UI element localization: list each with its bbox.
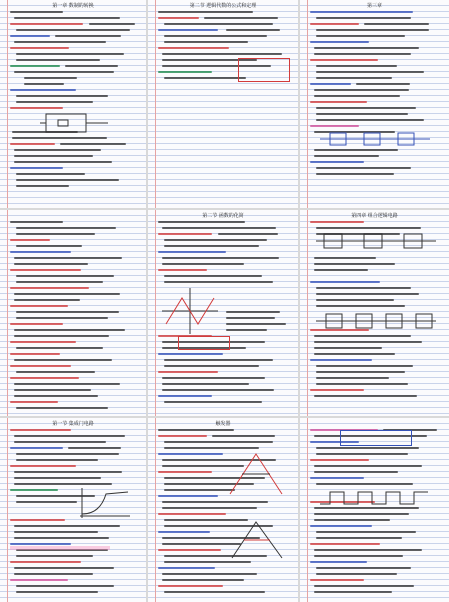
boxed-formula	[340, 430, 412, 446]
handwriting-block	[310, 10, 445, 204]
handwriting-block	[158, 10, 294, 204]
waveform-diagram	[320, 488, 430, 508]
circuit-diagram	[40, 110, 110, 138]
circuit-diagram	[316, 230, 436, 252]
note-page-5	[148, 210, 298, 416]
graph-sketch	[228, 518, 286, 562]
highlight-mark	[10, 546, 110, 550]
note-page-1	[0, 0, 146, 208]
page-title: 第二节 逻辑代数的公式和定理	[189, 3, 257, 9]
page-title: 第一章 数制的转换	[52, 3, 94, 9]
note-page-2	[148, 0, 298, 208]
graph-sketch	[80, 488, 130, 518]
note-page-4	[0, 210, 146, 416]
page-title: 第三章	[366, 3, 382, 9]
page-title: 第二节 函数的化简	[202, 213, 244, 219]
boxed-formula	[178, 336, 230, 350]
note-page-3	[300, 0, 449, 208]
handwriting-block	[310, 428, 445, 598]
note-page-6	[300, 210, 449, 416]
page-title: 第一节 集成门电路	[52, 421, 94, 427]
circuit-diagram	[320, 128, 430, 150]
waveform-diagram	[162, 288, 218, 334]
page-title: 触发器	[215, 421, 231, 427]
handwriting-block	[10, 10, 142, 204]
page-title: 第四章 组合逻辑电路	[351, 213, 398, 219]
note-page-9	[300, 418, 449, 602]
boxed-formula	[238, 58, 290, 82]
note-page-7	[0, 418, 146, 602]
graph-sketch	[226, 448, 286, 498]
handwriting-block	[10, 220, 142, 412]
note-page-8	[148, 418, 298, 602]
circuit-diagram	[316, 310, 436, 332]
